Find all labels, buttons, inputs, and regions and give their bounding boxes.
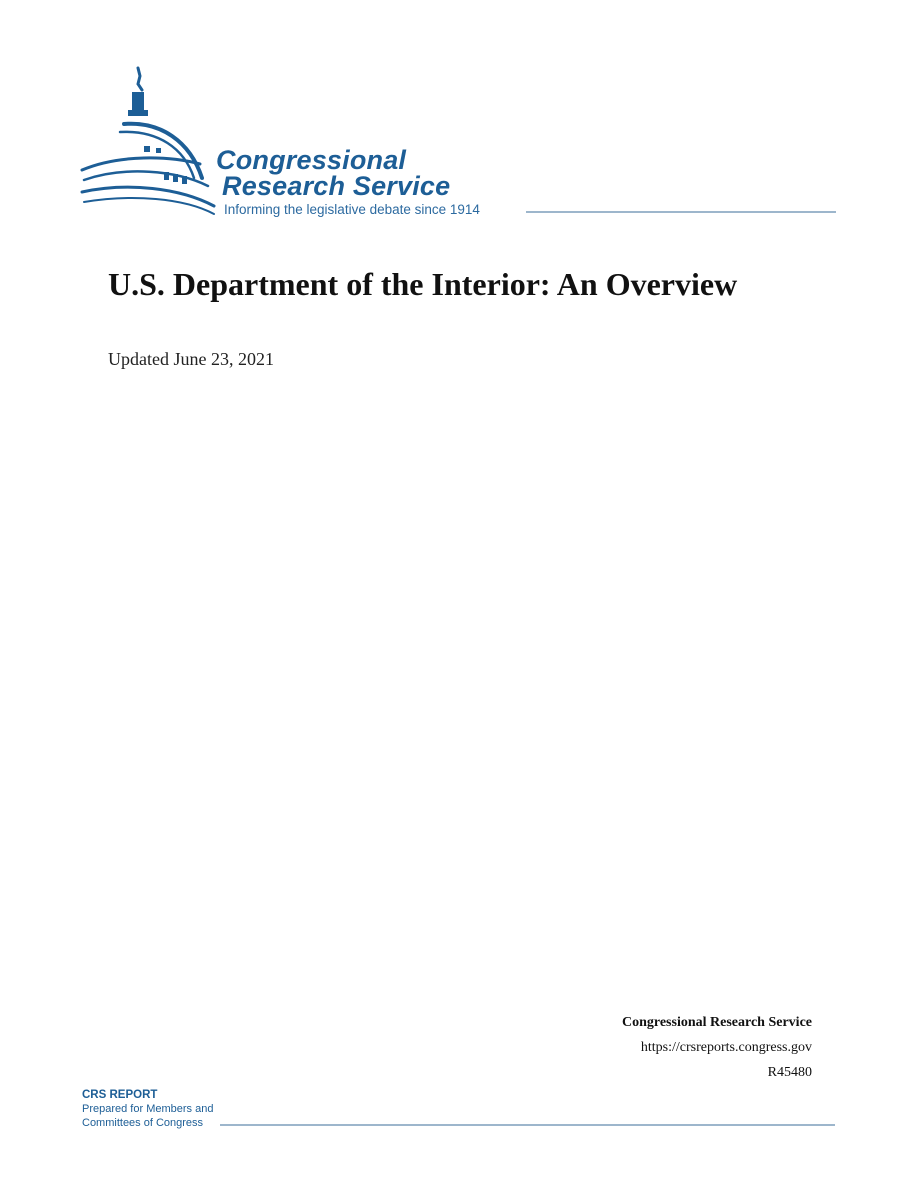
publisher-name: Congressional Research Service bbox=[621, 1015, 812, 1030]
logo-title-line2: Research Service bbox=[222, 171, 451, 201]
logo-title-line1: Congressional bbox=[216, 145, 407, 175]
logo-tagline: Informing the legislative debate since 1914 bbox=[224, 202, 480, 217]
crs-report-footer bbox=[82, 1088, 213, 1130]
updated-date: Updated June 23, 2021 bbox=[108, 349, 274, 369]
footer-rule bbox=[220, 1124, 835, 1126]
publisher-url[interactable]: https://crsreports.congress.gov bbox=[640, 1040, 812, 1055]
crs-logo bbox=[80, 66, 840, 226]
footer-line-2: Prepared for Members and bbox=[82, 1103, 214, 1115]
logo-rule bbox=[526, 211, 836, 213]
footer-report-label: CRS REPORT bbox=[82, 1089, 158, 1101]
document-title: U.S. Department of the Interior: An Overview bbox=[108, 266, 738, 302]
footer-line-3: Committees of Congress bbox=[82, 1117, 204, 1129]
publisher-block bbox=[622, 1014, 812, 1082]
report-id: R45480 bbox=[767, 1065, 812, 1080]
capitol-dome-icon bbox=[80, 66, 230, 226]
